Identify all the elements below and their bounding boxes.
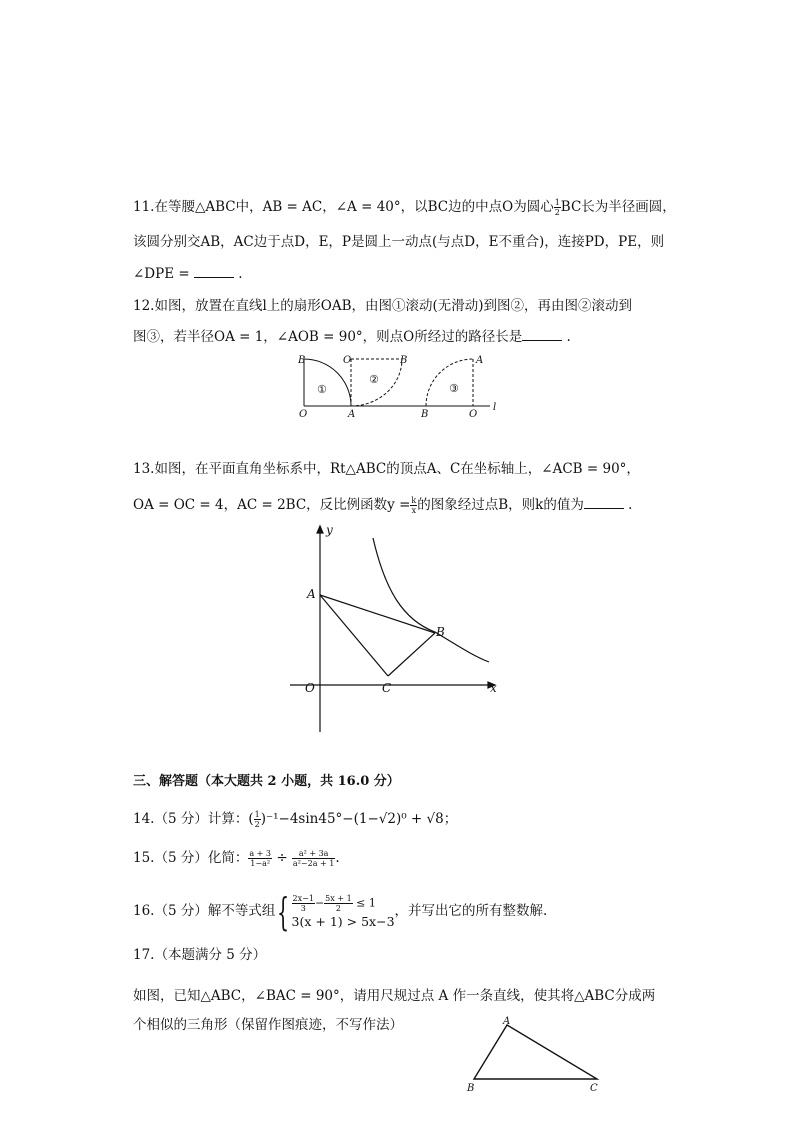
q12-line1: 12.如图，放置在直线l上的扇形OAB，由图①滚动(无滑动)到图②，再由图②滚动到 <box>133 298 633 314</box>
label-y: y <box>326 523 333 537</box>
q16: 16.（5 分）解不等式组{ $\frac{2x-1}{3}$ − $\frac{5x + 1}{2}$ ≤ 1 3(x + 1) > 5x−3 ，并写出它的所有整数解. <box>133 889 548 934</box>
q11-line1: 11.在等腰△ABC中，AB = AC，∠A = 40°，以BC边的中点O为圆心 $\frac{1}{2}$ BC长为半径画圆， <box>133 198 676 217</box>
q16-row-2: 3(x + 1) > 5x−3 <box>291 913 395 929</box>
q16-brace: { <box>277 889 290 934</box>
y-axis-arrow <box>317 526 323 533</box>
label-a1: A <box>348 409 356 420</box>
label-b2: B <box>400 355 408 366</box>
q11-line2: 该圆分别交AB，AC边于点D，E，P是圆上一动点(与点D，E不重合)，连接PD，PE，则 <box>133 234 665 250</box>
q17-line2: 个相似的三角形（保留作图痕迹，不写作法） <box>133 1017 403 1033</box>
triangle-abc <box>474 1025 597 1079</box>
q11-half-fraction: $\frac{1}{2}$ <box>554 198 560 217</box>
q14-half-fraction: $\frac{1}{2}$ <box>254 810 260 829</box>
segment-ab <box>320 595 435 633</box>
circle-label-2: ② <box>369 373 379 386</box>
sector1-arc <box>304 359 351 406</box>
label-a: A <box>503 1016 511 1027</box>
label-a: A <box>307 587 316 601</box>
label-o3: O <box>469 409 478 420</box>
section-3-heading: 三、解答题（本大题共 2 小题，共 16.0 分） <box>133 774 400 789</box>
label-o1: O <box>299 409 308 420</box>
q13-figure <box>285 520 510 735</box>
q16-system <box>292 894 395 930</box>
q15-fraction-1: $\frac{a + 3}{\text{1−a²}}$ <box>249 849 272 868</box>
label-b3: B <box>421 409 429 420</box>
label-b: B <box>436 625 445 639</box>
label-o: O <box>305 681 315 695</box>
q11-line3: ∠DPE = . <box>133 266 243 282</box>
q12-line2: 图③，若半径OA = 1，∠AOB = 90°，则点O所经过的路径长是 . <box>133 329 571 345</box>
q14: 14.（5 分）计算：( $\frac{1}{2}$ )⁻¹−4sin45°−(1−√2)⁰ + √8； <box>133 810 458 829</box>
label-c: C <box>382 681 392 695</box>
q16-row-1: $\frac{2x-1}{3}$ − $\frac{5x + 1}{2}$ ≤ 1 <box>292 893 376 913</box>
circle-label-3: ③ <box>449 382 459 395</box>
label-l: l <box>493 402 497 413</box>
q13-line2: OA = OC = 4，AC = 2BC，反比例函数y = $\frac{k}{x}$ 的图象经过点B，则k的值为 . <box>133 496 633 515</box>
q13-answer-blank <box>584 496 624 509</box>
q12-answer-blank <box>522 328 562 341</box>
q15-fraction-2: $\frac{\text{a² + 3a}}{\text{a²−2a + 1}}$ <box>292 849 335 868</box>
q15: 15.（5 分）化简： $\frac{a + 3}{\text{1−a²}}$ ÷ $\frac{\text{a² + 3a}}{\text{a²−2a + 1}}$ . <box>133 849 340 868</box>
segment-cb <box>388 633 435 676</box>
label-o2: O <box>343 355 352 366</box>
label-b1: B <box>298 355 306 366</box>
q12-figure <box>290 350 505 422</box>
segment-ac <box>320 595 388 676</box>
label-x: x <box>490 681 497 695</box>
hyperbola-curve <box>373 538 489 662</box>
q17-triangle-figure <box>462 1015 612 1097</box>
q11-answer-blank <box>194 265 234 278</box>
q17-title: 17.（本题满分 5 分） <box>133 947 267 963</box>
q13-k-over-x: $\frac{k}{x}$ <box>411 496 417 515</box>
circle-label-1: ① <box>317 383 327 396</box>
q17-line1: 如图，已知△ABC，∠BAC = 90°，请用尺规过点 A 作一条直线，使其将△ABC分成两 <box>133 988 656 1004</box>
label-c: C <box>590 1083 598 1094</box>
q13-line1: 13.如图，在平面直角坐标系中，Rt△ABC的顶点A、C在坐标轴上，∠ACB = 90°， <box>133 461 640 477</box>
label-b: B <box>467 1083 475 1094</box>
label-a2: A <box>476 355 484 366</box>
